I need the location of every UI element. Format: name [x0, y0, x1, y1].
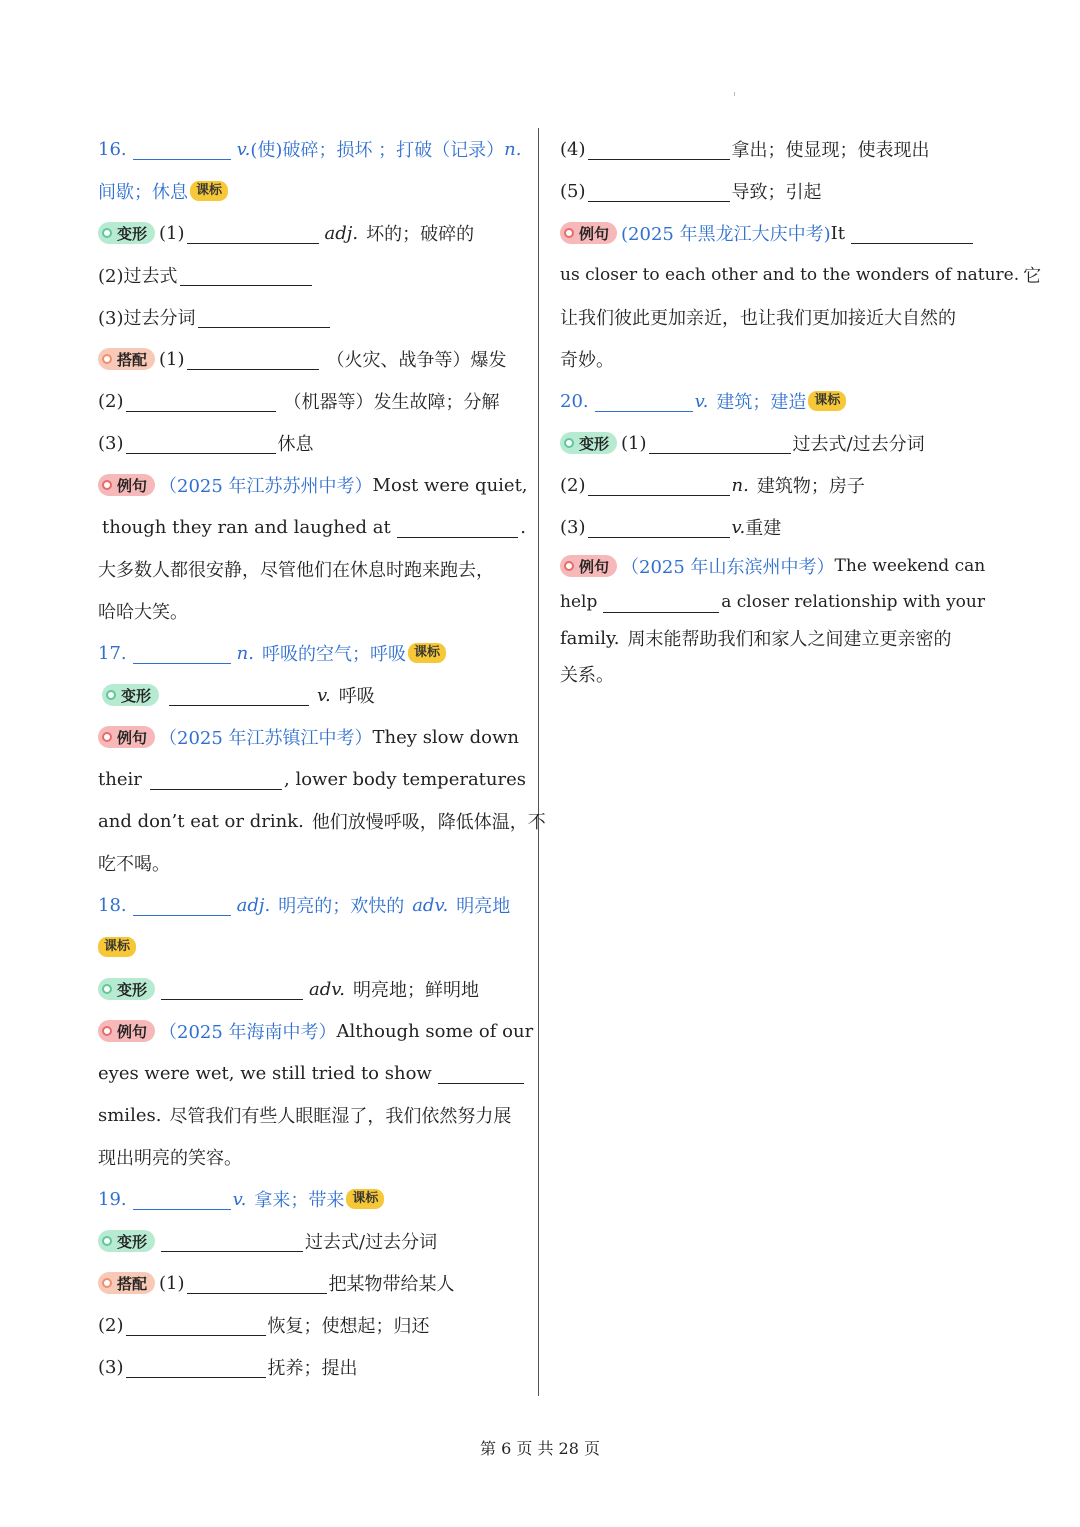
entry-16-headword [98, 128, 526, 170]
definition: 坏的；破碎的 [366, 224, 475, 245]
bianxing-row-2 [98, 254, 526, 296]
tag-dot-icon [564, 228, 574, 238]
definition: 抚养；提出 [267, 1358, 358, 1379]
entry-number: 18. [98, 894, 127, 916]
form-label: (3)过去分词 [98, 308, 196, 329]
pos-label: v. [694, 390, 709, 412]
column-divider [538, 128, 539, 1396]
example-chinese: 周末能帮助我们和家人之间建立更亲密的 [627, 629, 952, 650]
answer-blank[interactable] [588, 139, 730, 160]
definition: （火灾、战争等）爆发 [326, 350, 507, 371]
example-english: their [98, 768, 142, 790]
definition: 呼吸 [338, 686, 375, 707]
example-chinese: 尽管我们有些人眼眶湿了，我们依然努力展 [169, 1106, 512, 1127]
pos-label: adv. [412, 894, 449, 916]
definition: 明亮地 [456, 896, 511, 917]
example-chinese: 它 [1023, 266, 1042, 287]
example-english: eyes were wet, we still tried to show [98, 1062, 432, 1084]
definition: 把某物带给某人 [328, 1274, 455, 1295]
item-index: (1) [621, 432, 647, 454]
bianxing-row [98, 1220, 526, 1262]
liju-zh-2 [98, 1136, 526, 1178]
liju-row-2 [98, 506, 526, 548]
kebiao-badge: 课标 [408, 643, 446, 663]
liju-row [560, 212, 985, 254]
answer-blank[interactable] [588, 517, 730, 538]
item-index: (3) [560, 516, 586, 538]
item-index: (4) [560, 138, 586, 160]
pos-label: v. [731, 516, 746, 538]
tag-dot-icon [106, 690, 116, 700]
entry-16-headword-cont [98, 170, 526, 212]
bianxing-tag: 变形 [98, 222, 155, 244]
headword-blank[interactable] [133, 1189, 231, 1210]
example-chinese: 哈哈大笑。 [98, 602, 188, 623]
tag-dot-icon [102, 1278, 112, 1288]
liju-row [98, 716, 526, 758]
item-index: (2) [98, 390, 124, 412]
bianxing-tag: 变形 [102, 684, 159, 706]
headword-blank[interactable] [133, 895, 231, 916]
definition: 拿出；使显现；使表现出 [731, 140, 930, 161]
definition: (使)破碎；损坏 ；打破（记录） [250, 140, 505, 161]
liju-tag: 例句 [560, 222, 617, 244]
bianxing-row-3 [560, 506, 985, 548]
bianxing-tag: 变形 [98, 978, 155, 1000]
answer-blank[interactable] [180, 265, 312, 286]
answer-blank[interactable] [126, 433, 276, 454]
dapei-row-1 [98, 1262, 526, 1304]
example-english: Although some of our [336, 1020, 534, 1042]
example-english: us closer to each other and to the wonders of nature. [560, 265, 1020, 285]
example-english: a closer relationship with your [721, 592, 985, 612]
pos-label: n. [504, 138, 522, 160]
example-source: （2025 年海南中考） [159, 1022, 337, 1043]
example-english: though they ran and laughed at [102, 516, 391, 538]
pos-label: adj. [236, 894, 271, 916]
answer-blank[interactable] [161, 979, 303, 1000]
example-english: It [830, 222, 845, 244]
entry-20-headword [560, 380, 985, 422]
page-number: 第 6 页 共 28 页 [480, 1439, 600, 1458]
answer-blank[interactable] [198, 307, 330, 328]
example-english: They slow down [372, 726, 520, 748]
example-source: (2025 年黑龙江大庆中考) [621, 224, 831, 245]
entry-number: 20. [560, 390, 589, 412]
liju-tag: 例句 [98, 726, 155, 748]
kebiao-badge: 课标 [808, 391, 846, 411]
item-index: (1) [159, 1272, 185, 1294]
headword-blank[interactable] [133, 643, 231, 664]
example-english: Most were quiet, [372, 474, 528, 496]
answer-blank[interactable] [588, 475, 730, 496]
example-english: , lower body temperatures [284, 768, 526, 790]
right-column [560, 128, 1042, 692]
answer-blank[interactable] [169, 685, 309, 706]
example-chinese: 吃不喝。 [98, 854, 170, 875]
bianxing-row [98, 212, 526, 254]
bianxing-row [560, 422, 985, 464]
headword-blank[interactable] [595, 391, 693, 412]
liju-zh-2 [560, 656, 985, 692]
definition: 过去式/过去分词 [305, 1232, 438, 1253]
definition: 呼吸的空气；呼吸 [261, 644, 406, 665]
answer-blank[interactable] [187, 1273, 327, 1294]
bianxing-row [98, 674, 526, 716]
liju-row [98, 464, 526, 506]
bianxing-row-3 [98, 296, 526, 338]
pos-label: adj. [324, 222, 359, 244]
tag-dot-icon [102, 732, 112, 742]
definition: 过去式/过去分词 [792, 434, 925, 455]
definition: 建筑；建造 [716, 392, 807, 413]
answer-blank[interactable] [438, 1063, 524, 1084]
item-index: (2) [560, 474, 586, 496]
dapei-row-1 [98, 338, 526, 380]
headword-blank[interactable] [133, 139, 231, 160]
kebiao-badge: 课标 [190, 181, 228, 201]
tag-dot-icon [102, 354, 112, 364]
pos-label: v. [232, 1188, 247, 1210]
entry-18-badge-row [98, 926, 526, 968]
liju-zh-2 [98, 590, 526, 632]
definition: 明亮的；欢快的 [278, 896, 405, 917]
answer-blank[interactable] [588, 181, 730, 202]
definition: 导致；引起 [731, 182, 822, 203]
answer-blank[interactable] [851, 223, 973, 244]
definition: 恢复；使想起；归还 [267, 1316, 430, 1337]
pos-label: n. [731, 474, 749, 496]
item-index: (5) [560, 180, 586, 202]
definition: （机器等）发生故障；分解 [283, 392, 500, 413]
liju-tag: 例句 [560, 555, 617, 577]
liju-row-2 [560, 584, 985, 620]
answer-blank[interactable] [161, 1231, 303, 1252]
liju-zh-2 [560, 338, 985, 380]
dapei-row-4 [560, 128, 985, 170]
answer-blank[interactable] [603, 592, 719, 613]
bianxing-tag: 变形 [98, 1230, 155, 1252]
tag-dot-icon [102, 984, 112, 994]
item-index: (2) [98, 1314, 124, 1336]
definition: 拿来；带来 [254, 1190, 345, 1211]
example-english: smiles. [98, 1104, 162, 1126]
pos-label: v. [317, 684, 331, 706]
kebiao-badge: 课标 [346, 1189, 384, 1209]
scan-mark [734, 92, 735, 96]
example-chinese: 让我们彼此更加亲近，也让我们更加接近大自然的 [560, 308, 956, 329]
dapei-row-3 [98, 1346, 526, 1388]
liju-row-2 [98, 1052, 526, 1094]
liju-zh-2 [98, 842, 526, 884]
tag-dot-icon [102, 1026, 112, 1036]
dapei-tag: 搭配 [98, 1272, 155, 1294]
example-chinese: 他们放慢呼吸，降低体温，不 [311, 812, 546, 833]
definition: 休息 [277, 434, 314, 455]
entry-number: 19. [98, 1188, 127, 1210]
entry-17-headword [98, 632, 526, 674]
left-column [98, 128, 546, 1388]
liju-row-3 [98, 800, 546, 842]
liju-row-3 [98, 1094, 526, 1136]
example-english: The weekend can [834, 556, 986, 576]
answer-blank[interactable] [126, 391, 276, 412]
dapei-tag: 搭配 [98, 348, 155, 370]
tag-dot-icon [564, 561, 574, 571]
pos-label: n. [236, 642, 254, 664]
definition: 重建 [745, 518, 782, 539]
answer-blank[interactable] [187, 349, 319, 370]
item-index: (1) [159, 348, 185, 370]
example-chinese: 大多数人都很安静，尽管他们在休息时跑来跑去， [98, 560, 494, 581]
liju-row-2 [98, 758, 526, 800]
definition: 间歇；休息 [98, 182, 188, 203]
answer-blank[interactable] [649, 433, 791, 454]
liju-row-3 [560, 620, 985, 656]
liju-zh-1 [560, 296, 985, 338]
example-source: （2025 年山东滨州中考） [621, 557, 835, 578]
example-chinese: 奇妙。 [560, 350, 614, 371]
tag-dot-icon [102, 1236, 112, 1246]
item-index: (1) [159, 222, 185, 244]
dapei-row-5 [560, 170, 985, 212]
definition: 建筑物；房子 [756, 476, 865, 497]
example-english: family. [560, 627, 620, 649]
bianxing-tag: 变形 [560, 432, 617, 454]
liju-tag: 例句 [98, 474, 155, 496]
item-index: (3) [98, 432, 124, 454]
dapei-row-3 [98, 422, 526, 464]
punctuation: . [520, 516, 526, 538]
example-source: （2025 年江苏苏州中考） [159, 476, 373, 497]
example-chinese: 现出明亮的笑容。 [98, 1148, 242, 1169]
liju-row-2 [560, 254, 1042, 296]
liju-row [98, 1010, 534, 1052]
entry-19-headword [98, 1178, 526, 1220]
entry-18-headword [98, 884, 526, 926]
answer-blank[interactable] [150, 769, 282, 790]
example-source: （2025 年江苏镇江中考） [159, 728, 373, 749]
tag-dot-icon [102, 228, 112, 238]
tag-dot-icon [564, 438, 574, 448]
item-index: (3) [98, 1356, 124, 1378]
answer-blank[interactable] [187, 223, 319, 244]
entry-number: 16. [98, 138, 127, 160]
answer-blank[interactable] [126, 1357, 266, 1378]
tag-dot-icon [102, 480, 112, 490]
kebiao-badge: 课标 [98, 937, 136, 957]
dapei-row-2 [98, 380, 526, 422]
entry-number: 17. [98, 642, 127, 664]
form-label: (2)过去式 [98, 266, 178, 287]
bianxing-row [98, 968, 526, 1010]
liju-zh-1 [98, 548, 526, 590]
definition: 明亮地；鲜明地 [353, 980, 480, 1001]
liju-tag: 例句 [98, 1020, 155, 1042]
example-english: help [560, 592, 598, 612]
liju-row [560, 548, 985, 584]
pos-label: adv. [309, 978, 346, 1000]
dapei-row-2 [98, 1304, 526, 1346]
answer-blank[interactable] [397, 517, 519, 538]
example-chinese: 关系。 [560, 665, 614, 686]
answer-blank[interactable] [126, 1315, 266, 1336]
example-english: and don’t eat or drink. [98, 810, 304, 832]
pos-label: v. [236, 138, 251, 160]
bianxing-row-2 [560, 464, 985, 506]
